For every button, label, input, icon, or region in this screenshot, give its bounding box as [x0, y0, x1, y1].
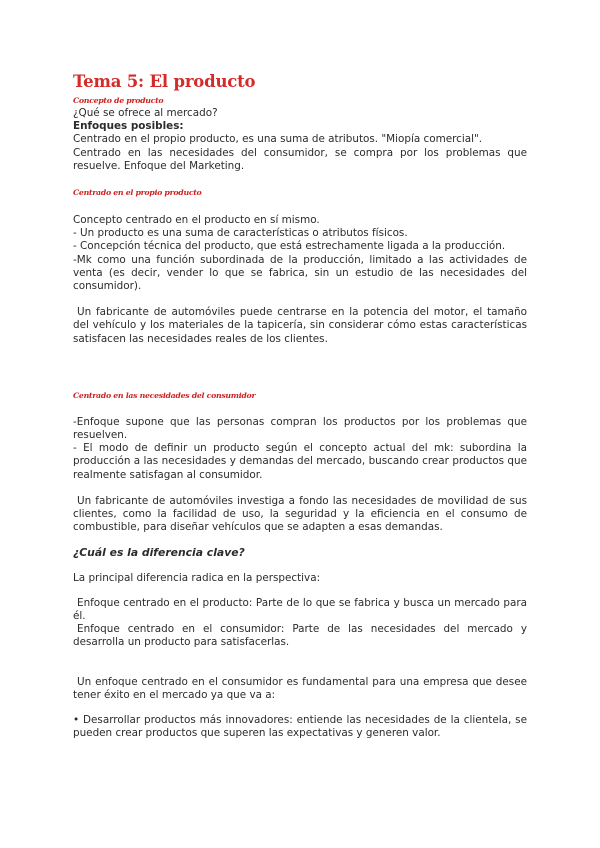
page-title: Tema 5: El producto [73, 72, 256, 91]
enfoques-label: Enfoques posibles: [73, 120, 184, 133]
producto-paragraph-3: - Concepción técnica del producto, que está estrechamente ligada a la producción. [73, 240, 506, 253]
bullet-item: • Desarrollar productos más innovadores: entiende las necesidades de la clientela, se pueden crear productos que superen las expectativas y generen valor. [73, 714, 527, 740]
consumidor-paragraph-1: -Enfoque supone que las personas compran los productos por los problemas que resuelven. [73, 415, 527, 442]
producto-paragraph-2: - Un producto es una suma de características o atributos físicos. [73, 227, 408, 240]
consumidor-example: Un fabricante de automóviles investiga a fondo las necesidades de movilidad de sus clientes, como la facilidad de uso, la seguridad y la eficiencia en el consumo de combustible, para diseñar vehículos que se adapten a esas demandas. [73, 494, 527, 534]
section-heading-concepto: Concepto de producto [73, 96, 164, 105]
consumidor-paragraph-2: - El modo de definir un producto según el concepto actual del mk: subordina la producción a las necesidades y demandas del mercado, buscando crear productos que realmente satisfagan al consumidor. [73, 442, 527, 481]
producto-paragraph-4: -Mk como una función subordinada de la producción, limitado a las actividades de venta (es decir, vender lo que se fabrica, sin un estudio de las necesidades del consumidor). [73, 253, 527, 293]
enfoque-producto-text: Centrado en el propio producto, es una suma de atributos. "Miopía comercial". [73, 133, 483, 146]
producto-example: Un fabricante de automóviles puede centrarse en la potencia del motor, el tamaño del vehículo y los materiales de la tapicería, sin considerar cómo estas características satisfacen las necesidades reales de los clientes. [73, 306, 527, 345]
diferencia-consumidor: Enfoque centrado en el consumidor: Parte de las necesidades del mercado y desarrolla un producto para satisfacerlas. [73, 623, 527, 649]
section-heading-consumidor: Centrado en las necesidades del consumidor [73, 390, 256, 400]
section-heading-producto: Centrado en el propio producto [73, 188, 202, 198]
diferencia-question: ¿Cuál es la diferencia clave? [73, 546, 245, 560]
importance-paragraph: Un enfoque centrado en el consumidor es fundamental para una empresa que desee tener éxito en el mercado ya que va a: [73, 675, 527, 701]
question-text: ¿Qué se ofrece al mercado? [73, 107, 218, 119]
enfoque-consumidor-text: Centrado en las necesidades del consumidor, se compra por los problemas que resuelve. Enfoque del Marketing. [73, 146, 527, 172]
diferencia-producto: Enfoque centrado en el producto: Parte de lo que se fabrica y busca un mercado para él. [73, 596, 527, 623]
diferencia-intro: La principal diferencia radica en la perspectiva: [73, 571, 321, 584]
producto-paragraph-1: Concepto centrado en el producto en sí mismo. [73, 214, 320, 227]
document-content [73, 70, 527, 741]
